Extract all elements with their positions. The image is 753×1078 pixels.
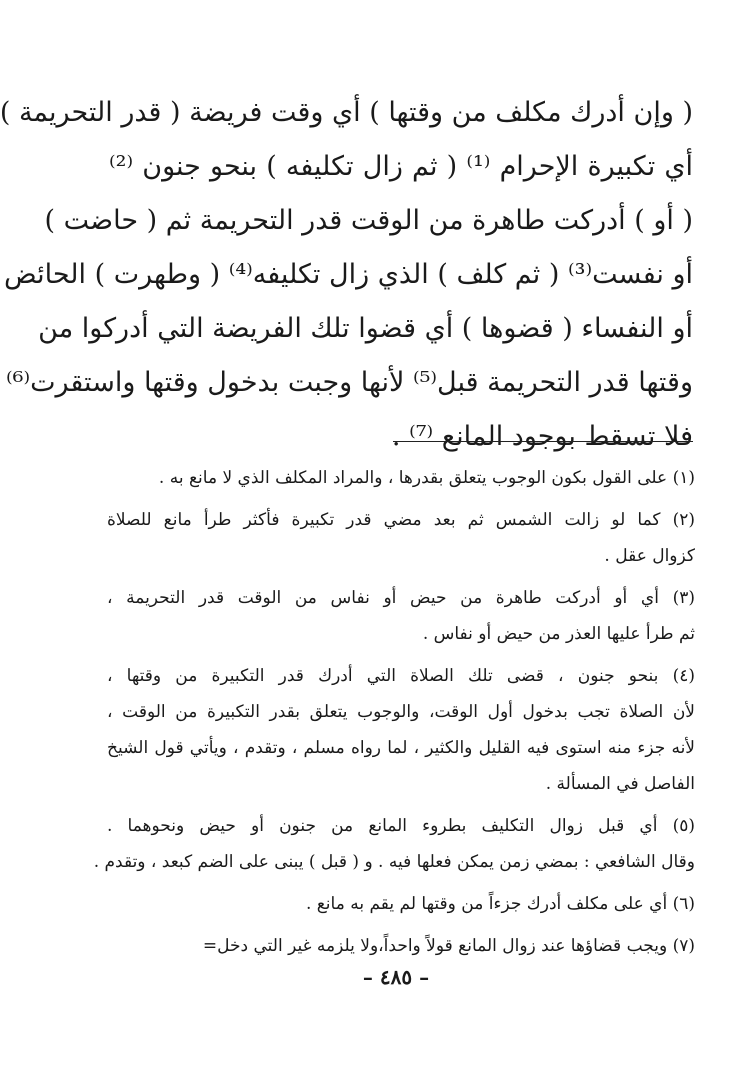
footnote-line: لأنه جزء منه استوى فيه القليل والكثير ، لما رواه مسلم ، وتقدم ، ويأتي قول الشيخ: [107, 738, 695, 758]
footnote-7: [107, 928, 695, 964]
footnotes: [93, 460, 695, 970]
footnote-2: [107, 502, 695, 574]
footnote-line: (٥) أي قبل زوال التكليف بطروء المانع من جنون أو حيض ونحوهما .: [107, 816, 695, 836]
main-text-line: ( أو ) أدركت طاهرة من الوقت قدر التحريمة ثم ( حاضت ): [44, 205, 693, 236]
footnote-line: (٧) ويجب قضاؤها عند زوال المانع قولاً واحداً،ولا يلزمه غير التي دخل=: [202, 936, 695, 956]
main-text-line: أو النفساء ( قضوها ) أي قضوا تلك الفريضة التي أدركوا من: [38, 313, 693, 344]
footnote-line: (٦) أي على مكلف أدرك جزءاً من وقتها لم يقم به مانع .: [305, 894, 695, 914]
footnote-5: [93, 808, 695, 880]
main-text-line: ( وإن أدرك مكلف من وقتها ) أي وقت فريضة ( قدر التحريمة ): [0, 97, 693, 128]
footnote-1: [107, 460, 695, 496]
main-text: [0, 86, 693, 464]
footnote-line: كزوال عقل .: [604, 546, 695, 566]
footnote-line: ثم طرأ عليها العذر من حيض أو نفاس .: [422, 624, 695, 644]
main-text-line: أي تكبيرة الإحرام ⁽¹⁾ ( ثم زال تكليفه ) بنحو جنون ⁽²⁾: [109, 151, 693, 182]
page-number: – ٤٨٥ –: [362, 965, 430, 989]
footnote-4: [107, 658, 695, 802]
footnote-line: (٤) بنحو جنون ، قضى تلك الصلاة التي أدرك قدر التكبيرة من وقتها ،: [107, 666, 695, 686]
footnote-line: (٢) كما لو زالت الشمس ثم بعد مضي قدر تكبيرة فأكثر طرأ مانع للصلاة: [107, 510, 695, 530]
main-text-line: أو نفست⁽³⁾ ( ثم كلف ) الذي زال تكليفه⁽⁴⁾ ( وطهرت ) الحائض: [4, 259, 693, 290]
main-text-line: فلا تسقط بوجود المانع ⁽⁷⁾ .: [391, 421, 693, 452]
footnote-line: (٣) أي أو أدركت طاهرة من حيض أو نفاس من الوقت قدر التحريمة ،: [107, 588, 695, 608]
main-text-line: وقتها قدر التحريمة قبل⁽⁵⁾ لأنها وجبت بدخول وقتها واستقرت⁽⁶⁾: [5, 367, 693, 398]
footnote-line: الفاصل في المسألة .: [545, 774, 695, 794]
footnote-line: لأن الصلاة تجب بدخول أول الوقت، والوجوب يتعلق بقدر التكبيرة من الوقت ،: [107, 702, 695, 722]
footnote-line: (١) على القول بكون الوجوب يتعلق بقدرها ، والمراد المكلف الذي لا مانع به .: [158, 468, 695, 488]
footnote-divider: [393, 441, 693, 442]
footnote-line: وقال الشافعي : بمضي زمن يمكن فعلها فيه . و ( قبل ) يبنى على الضم كبعد ، وتقدم .: [93, 852, 695, 872]
footnote-3: [107, 580, 695, 652]
footnote-6: [107, 886, 695, 922]
